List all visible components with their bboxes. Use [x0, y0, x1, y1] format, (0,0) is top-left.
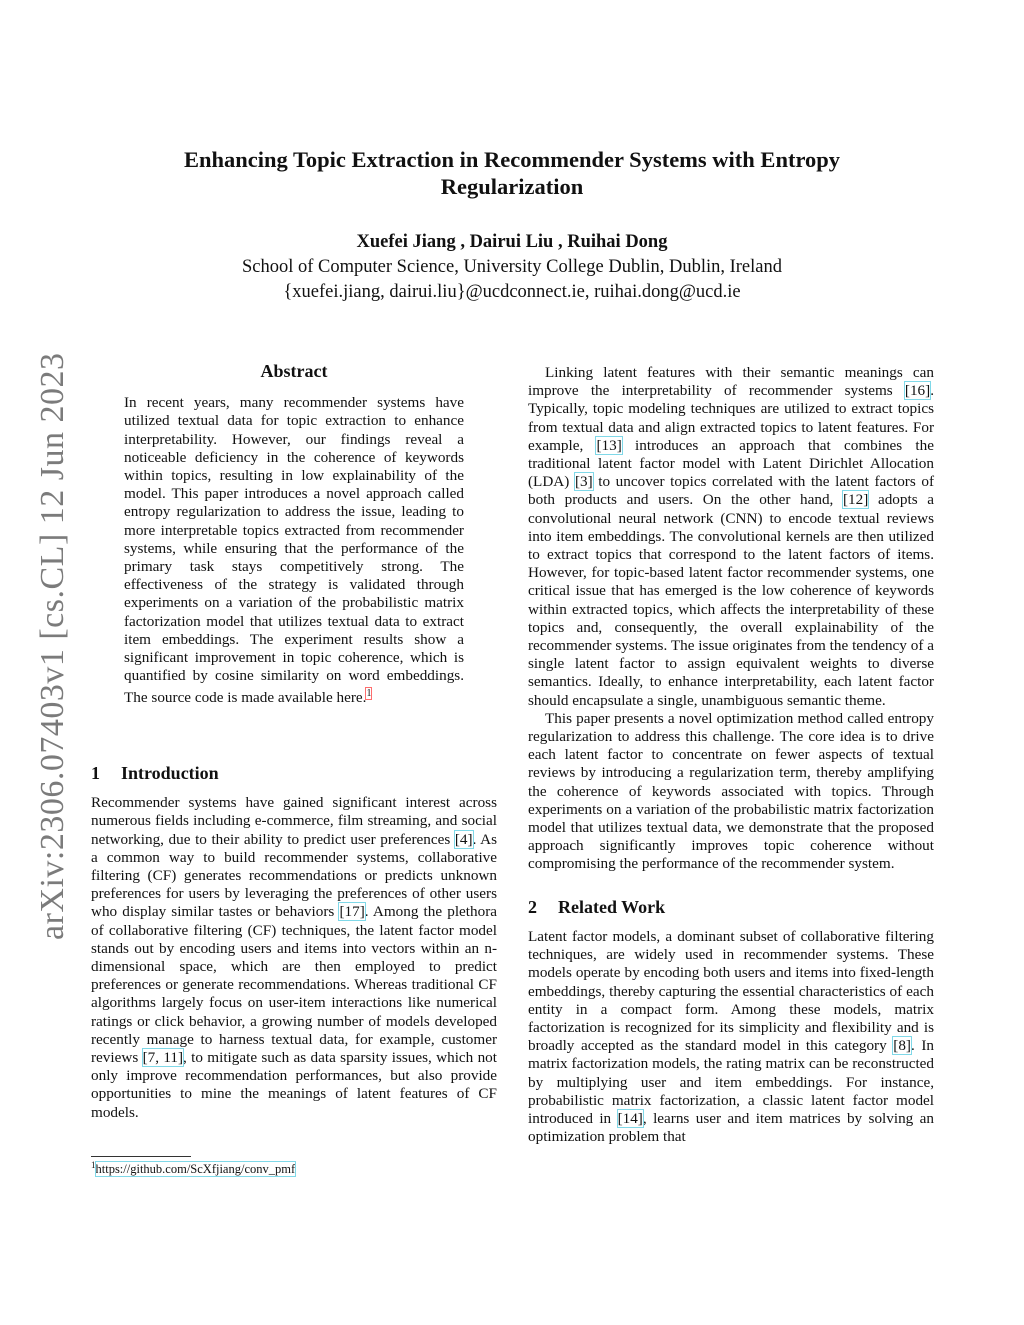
intro-text-2: . As a common way to build recommender systems, collaborative filtering (CF) generates recommendations or predicts unknown preferences for users by leveraging the preferences of other users who display similar tastes or behaviors [91, 830, 498, 921]
citation-16[interactable]: [16] [904, 382, 931, 400]
related-title: Related Work [558, 896, 666, 917]
citation-7-11[interactable]: [7, 11] [142, 1049, 184, 1067]
citation-12[interactable]: [12] [843, 491, 869, 509]
github-link[interactable]: https://github.com/ScXfjiang/conv_pmf [95, 1162, 296, 1177]
author-block [140, 230, 884, 305]
arxiv-sidebar-stamp: arXiv:2306.07403v1 [cs.CL] 12 Jun 2023 [34, 352, 71, 940]
right-text-3b: . In matrix factorization models, the rating matrix can be reconstructed by multiplying user and item embeddings. For instance, probabilistic matrix factorization, a classic latent factor model introduced in [528, 1037, 934, 1127]
abstract-heading: Abstract [260, 361, 328, 381]
related-number: 2 [528, 896, 537, 917]
intro-heading [91, 764, 497, 782]
introduction-section [91, 764, 497, 1122]
related-work-heading [528, 898, 934, 916]
paper-title: Enhancing Topic Extraction in Recommender Systems with Entropy Regularization [183, 147, 841, 199]
citation-3[interactable]: [3] [574, 473, 593, 491]
contribution-paragraph: This paper presents a novel optimization method called entropy regularization to address this challenge. The core idea is to drive each latent factor to concentrate on fewer aspects of textual reviews by introducing a regularization term, thereby amplifying the coherence of keywords associated with topics. Through experiments on a variation of the probabilistic matrix factorization model that utilizes textual data, we demonstrate that the proposed approach significantly improves topic coherence without compromising the performance of the recommender system. [528, 709, 934, 873]
intro-paragraph [91, 794, 497, 1122]
right-text-1b: . Typically, topic modeling techniques are utilized to extract topics from textual data and align extracted topics to latent features. For example, [528, 382, 935, 454]
intro-text-3: . Among the plethora of collaborative filtering (CF) techniques, the latent factor model stands out by encoding users and items into vectors within an n-dimensional space, which are then employed to predict preferences or generate recommendations. Whereas traditional CF algorithms largely focus on user-item interactions like numerical ratings or click behavior, a growing number of models developed recently manage to harness textual data, for example, customer reviews [91, 903, 497, 1067]
author-emails: {xuefei.jiang, dairui.liu}@ucdconnect.ie, ruihai.dong@ucd.ie [283, 282, 741, 302]
related-work-paragraph [528, 928, 934, 1146]
right-text-3c: , learns user and item matrices by solving an optimization problem that [528, 1109, 934, 1146]
intro-text-4: , to mitigate such as data sparsity issues, which not only improve recommendation performances, but also provide opportunities to mine the meanings of latent features of CF models. [91, 1049, 497, 1121]
right-column [528, 364, 934, 1146]
citation-4[interactable]: [4] [454, 830, 473, 848]
citation-14[interactable]: [14] [617, 1109, 643, 1127]
author-names: Xuefei Jiang , Dairui Liu , Ruihai Dong [356, 232, 668, 252]
citation-8[interactable]: [8] [893, 1037, 911, 1055]
intro-text-1: Recommender systems have gained significant interest across numerous fields including e-commerce, film streaming, and social networking, due to their ability to predict user preferences [91, 794, 497, 848]
intro-number: 1 [91, 763, 100, 783]
right-text-1a: Linking latent features with their semantic meanings can improve the interpretability of recommender systems [528, 364, 934, 400]
citation-17[interactable]: [17] [339, 903, 365, 921]
citation-13[interactable]: [13] [596, 436, 622, 454]
motivation-paragraph [528, 364, 934, 710]
intro-title: Introduction [121, 763, 219, 783]
right-text-1d: to uncover topics correlated with the latent factors of both products and users. On the other hand, [528, 473, 935, 509]
right-text-1c: introduces an approach that combines the traditional latent factor model with Latent Dirichlet Allocation (LDA) [528, 436, 934, 491]
affiliation: School of Computer Science, University College Dublin, Dublin, Ireland [242, 257, 782, 277]
abstract-block [124, 362, 464, 708]
footnote-rule [91, 1156, 191, 1157]
footnote-number: 1 [91, 1160, 96, 1170]
right-text-1e: adopts a convolutional neural network (CNN) to encode textual reviews into item embeddings. The convolutional kernels are then utilized to extract topics that correspond to the latent factors of items. However, for topic-based latent factor recommender systems, one critical issue that has emerged is the low coherence of keywords within extracted topics, which affects the interpretability of these topics and, consequently, the overall explainability of the recommender systems. The issue originates from the tendency of a single latent factor to assign equivalent weights to diverse semantics. Ideally, to enhance interpretability, each latent factor should encapsulate a single, unambiguous semantic theme. [528, 491, 934, 709]
right-text-3a: Latent factor models, a dominant subset of collaborative filtering techniques, are widely used in recommender systems. These models operate by encoding both users and items into fixed-length embeddings, thereby capturing the essential characteristics of each entity in a compact form. Among these models, matrix factorization is recognized for its simplicity and flexibility and is broadly accepted as the standard model in this category [528, 927, 934, 1055]
footnote [91, 1160, 295, 1177]
abstract-body: In recent years, many recommender systems have utilized textual data for topic extraction to enhance interpretability. However, our findings reveal a noticeable deficiency in the coherence of keywords within topics, resulting in low explainability of the model. This paper introduces a novel approach called entropy regularization to address the issue, leading to more interpretable topics extracted from recommender systems, while ensuring that the performance of the primary task stays competitively strong. The effectiveness of the strategy is validated through experiments on a variation of the probabilistic matrix factorization model that utilizes textual data to extract item embeddings. The experiment results show a significant improvement in topic coherence, which is quantified by cosine similarity on word embeddings. The source code is made available here. [124, 394, 464, 707]
footnote-marker[interactable]: 1 [366, 688, 372, 700]
abstract-text [124, 394, 464, 708]
